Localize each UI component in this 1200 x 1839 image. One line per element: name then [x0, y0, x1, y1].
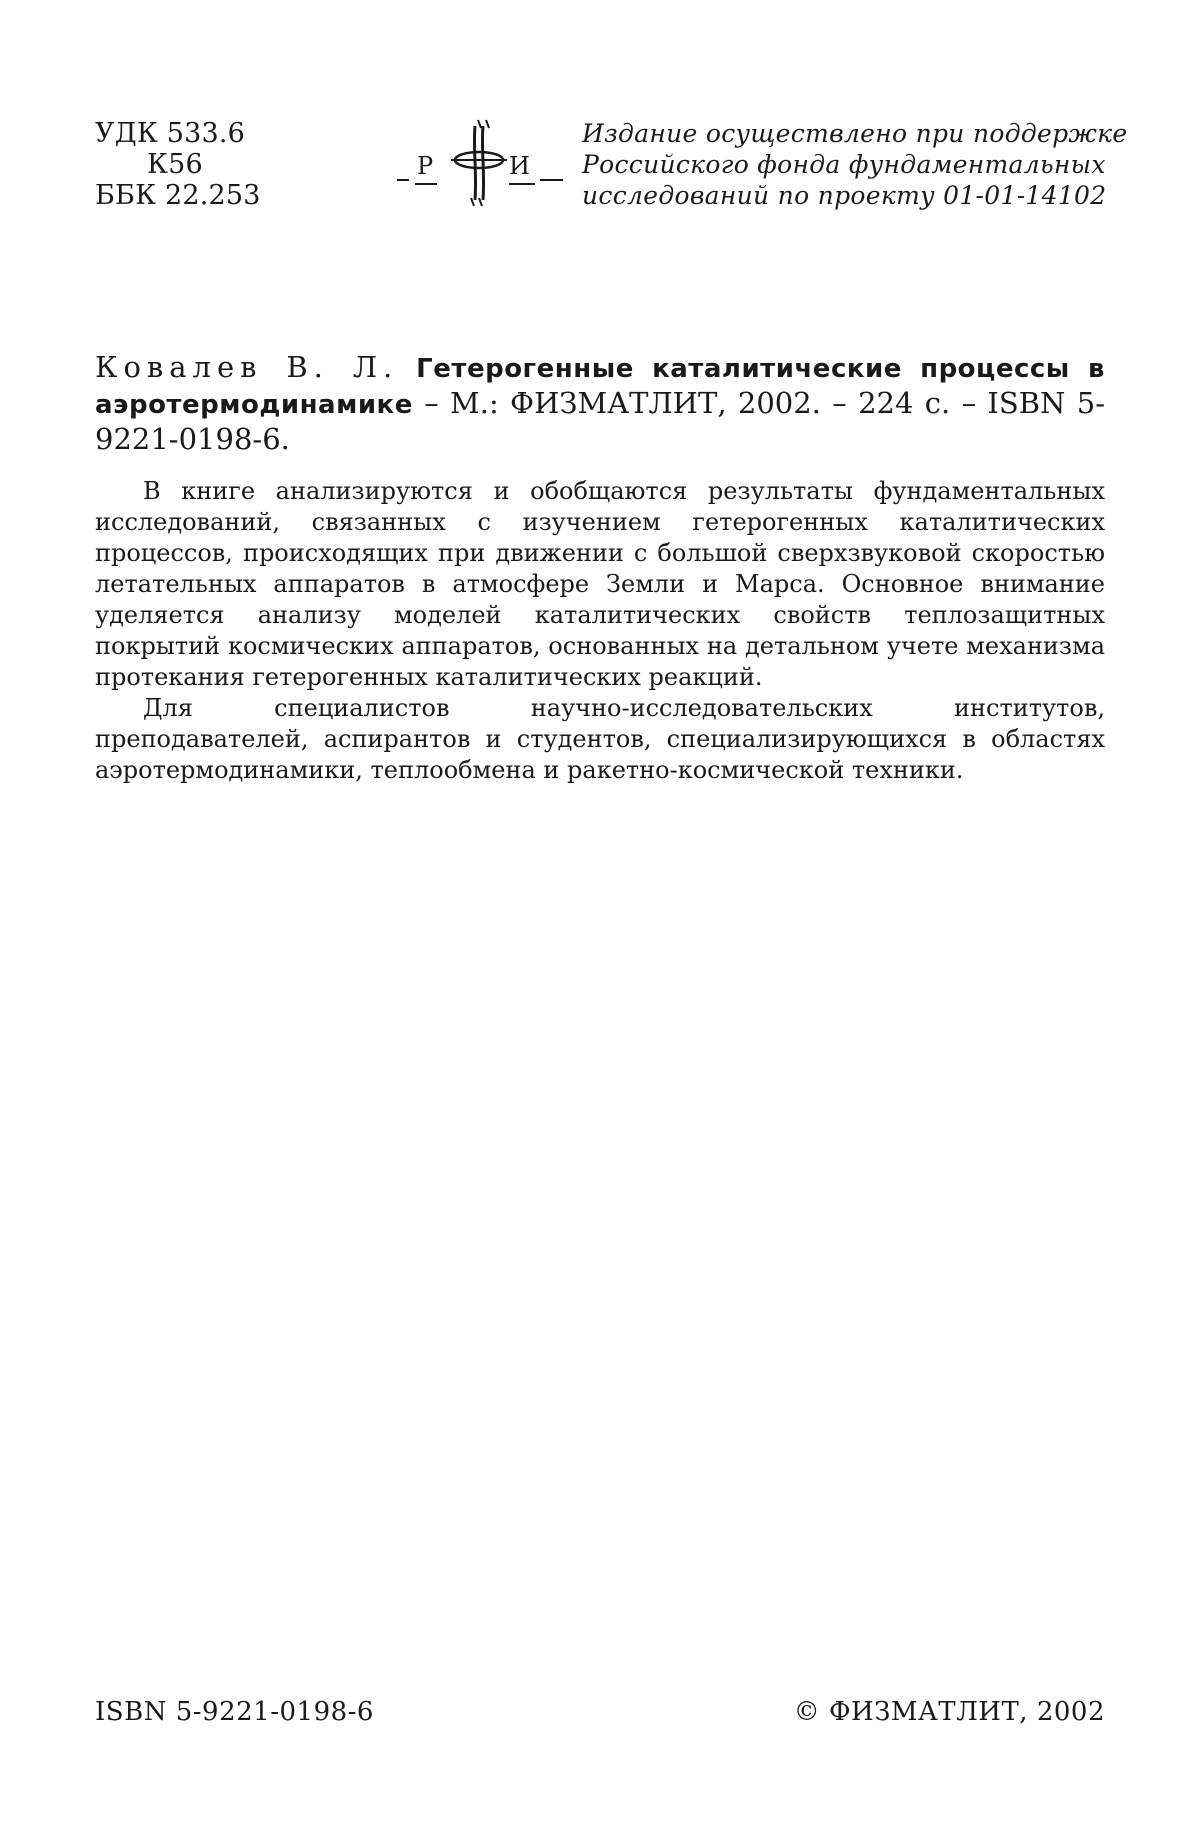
bibliographic-reference: [95, 350, 1105, 456]
author-mark: К56: [147, 149, 203, 180]
annotation-paragraph: Для специалистов научно-исследовательских институтов, преподавателей, аспирантов и студентов, специализирующихся в областях аэротермодинамики, теплообмена и ракетно-космической техники.: [95, 694, 1105, 784]
classification-codes: [95, 118, 261, 211]
footer-isbn: ISBN 5-9221-0198-6: [95, 1697, 374, 1727]
logo-letter-i: И: [509, 152, 530, 180]
annotation-paragraph: В книге анализируются и обобщаются результаты фундаментальных исследований, связанных с изучением гетерогенных каталитических процессов, происходящих при движении с большой сверхзвуковой скоростью летательных аппаратов в атмосфере Земли и Марса. Основное внимание уделяется анализу моделей каталитических свойств теплозащитных покрытий космических аппаратов, основанных на детальном учете механизма протекания гетерогенных каталитических реакций.: [95, 477, 1105, 691]
footer-copyright: © ФИЗМАТЛИТ, 2002: [793, 1697, 1105, 1727]
funding-note-line: Российского фонда фундаментальных: [582, 150, 1106, 179]
imprint-details: – М.: ФИЗМАТЛИТ, 2002. – 224 с. – ISBN 5-9221-0198-6.: [95, 386, 1106, 456]
author-name: Ковалев В. Л.: [95, 350, 399, 384]
rffi-logo: [395, 118, 565, 208]
funding-note-line: исследований по проекту 01-01-14102: [582, 181, 1107, 210]
bbk-code: ББК 22.253: [95, 180, 261, 211]
udk-code: УДК 533.6: [95, 118, 246, 149]
funding-note-line: Издание осуществлено при поддержке: [582, 119, 1128, 148]
logo-letter-r: Р: [417, 152, 434, 180]
book-title: Гетерогенные каталитические процессы в аэротермодинамике: [95, 354, 1105, 420]
funding-note: [582, 118, 1128, 211]
annotation: [95, 476, 1105, 786]
